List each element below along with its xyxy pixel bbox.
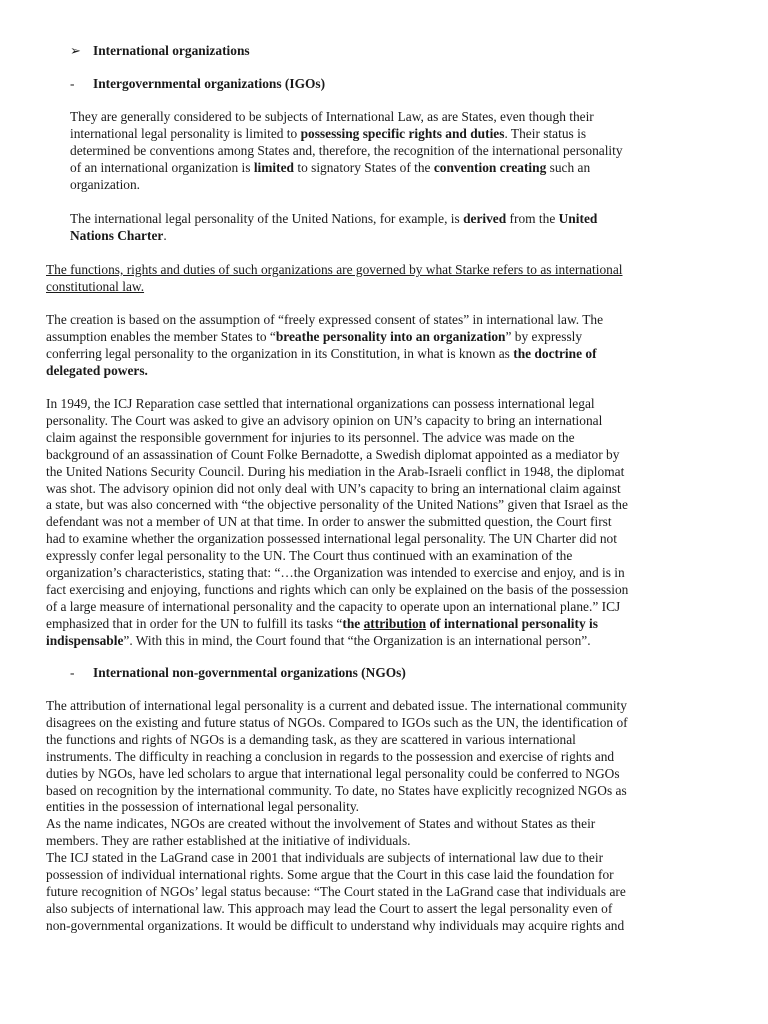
arrow-bullet-icon: ➢ bbox=[70, 43, 81, 58]
paragraph-ngo-personality: The attribution of international legal personality is a current and debated issue. The international community disagrees on the existing and future status of NGOs. Compared to IGOs such as the UN, the identification of the functions and rights of NGOs is a demanding task, as they are scattered in various international instruments. The difficulty in reaching a conclusion in regards to the possession and exercise of rights and duties by NGOs, have led scholars to argue that international legal personality could be conferred to NGOs based on recognition by the international community. To date, no States have explicitly recognized NGOs as entities in the possession of international legal personality. As the name indicates, NGOs are created without the involvement of States and without States as their members. They are rather established at the initiative of individuals. The ICJ stated in the LaGrand case in 2001 that individuals are subjects of international law due to their possession of individual international rights. Some argue that the Court in this case laid the foundation for future recognition of NGOs’ legal status because: “The Court stated in the LaGrand case that individuals are also subjects of international law. This approach may lead the Court to assert the legal personality even of non-governmental organizations. It would be difficult to understand why individuals may acquire rights and bbox=[46, 698, 628, 933]
subheading-igos: Intergovernmental organizations (IGOs) bbox=[93, 76, 326, 91]
paragraph-un-charter: The international legal personality of the United Nations, for example, is derived from the United Nations Charter. bbox=[70, 211, 598, 243]
section-heading-international-organizations: International organizations bbox=[93, 43, 250, 58]
paragraph-delegated-powers: The creation is based on the assumption of “freely expressed consent of states” in international law. The assumption enables the member States to “breathe personality into an organization” by expressly conferring legal personality to the organization in its Constitution, in what is known as the doctrine of delegated powers. bbox=[46, 312, 604, 378]
paragraph-igo-subjects: They are generally considered to be subjects of International Law, as are States, even though their international legal personality is limited to possessing specific rights and duties. Their status is determined be conventions among States and, therefore, the recognition of the international personality of an international organization is limited to signatory States of the convention creating such an organization. bbox=[70, 109, 623, 192]
paragraph-reparation-case: In 1949, the ICJ Reparation case settled that international organizations can possess international legal personality. The Court was asked to give an advisory opinion on UN’s capacity to bring an international claim against the responsible government for injuries to its personnel. The advice was made on the background of an assassination of Count Folke Bernadotte, a Swedish diplomat appointed as a mediator by the United Nations Security Council. During his mediation in the Arab-Israeli conflict in 1948, the diplomat was shot. The advisory opinion did not only deal with UN’s capacity to bring an international claim against a state, but was also concerned with “the objective personality of the United Nations” given that Israel as the defendant was not a member of UN at that time. In order to answer the submitted question, the Court first had to examine whether the organization possessed international legal personality. The UN Charter did not expressly confer legal personality to the UN. The Court thus continued with an examination of the organization’s characteristics, stating that: “…the Organization was intended to exercise and enjoy, and is in fact exercising and enjoying, functions and rights which can only be explained on the basis of the possession of a large measure of international personality and the capacity to operate upon an international plane.” ICJ emphasized that in order for the UN to fulfill its tasks “the attribution of international personality is indispensable”. With this in mind, the Court found that “the Organization is an international person”. bbox=[46, 396, 629, 648]
subheading-ngos: International non-governmental organizations (NGOs) bbox=[93, 665, 406, 680]
dash-bullet: - bbox=[70, 76, 75, 91]
dash-bullet: - bbox=[70, 665, 75, 680]
paragraph-constitutional-law: The functions, rights and duties of such organizations are governed by what Starke refers to as international constitutional law. bbox=[46, 262, 623, 294]
